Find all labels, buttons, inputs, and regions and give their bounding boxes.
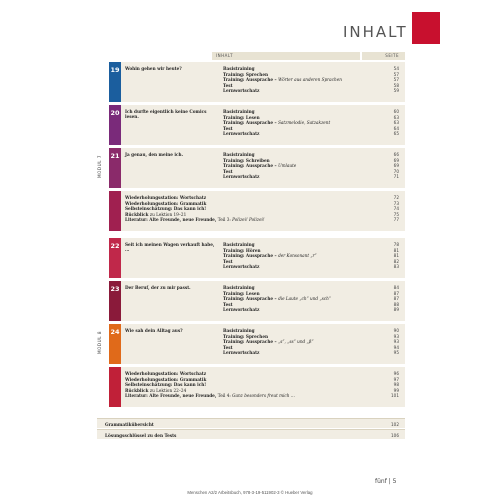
- lesson-title: Der Beruf, der zu mir passt.: [125, 285, 191, 290]
- entry-label: Lernwortschatz: [223, 307, 260, 312]
- page-title: INHALT: [343, 23, 408, 41]
- page-number: 106: [391, 432, 399, 438]
- entry-label: Basistraining: [223, 109, 255, 114]
- page-number: 82: [393, 258, 399, 264]
- entry-label: Rückblick: [125, 387, 149, 393]
- lesson-row[interactable]: [109, 148, 405, 188]
- entry-label: Lernwortschatz: [223, 350, 260, 355]
- title-color-block: [412, 12, 440, 44]
- review-items: [125, 195, 375, 223]
- column-header-seite: SEITE: [362, 52, 405, 60]
- toc-entry[interactable]: [223, 131, 373, 137]
- page-number: 95: [393, 350, 399, 355]
- review-entry[interactable]: [125, 393, 375, 399]
- page-number: 64: [393, 125, 399, 131]
- lesson-items: [223, 328, 373, 356]
- entry-label: Lernwortschatz: [223, 131, 260, 136]
- lesson-row[interactable]: [109, 281, 405, 321]
- page-number: 63: [393, 120, 399, 125]
- lesson-items: [223, 66, 373, 94]
- entry-label: Lernwortschatz: [223, 264, 260, 269]
- entry-topic: Satzmelodie, Satzakzent: [278, 120, 331, 125]
- entry-label: Basistraining: [223, 328, 255, 333]
- review-pages: [385, 195, 399, 223]
- lesson-title: Wie sah dein Alltag aus?: [125, 328, 183, 333]
- entry-label: Basistraining: [223, 242, 255, 247]
- page-number: 81: [393, 253, 399, 258]
- entry-label: Selbsteinschätzung: Das kann ich!: [125, 206, 207, 211]
- column-header-inhalt: INHALT: [212, 52, 360, 60]
- toc-entry[interactable]: [223, 307, 373, 313]
- entry-label: Basistraining: [223, 285, 255, 290]
- page-number: 93: [393, 333, 399, 339]
- lesson-pages: [385, 285, 399, 313]
- page-number: 63: [393, 114, 399, 120]
- entry-label: Lernwortschatz: [223, 88, 260, 93]
- page-number: 60: [393, 109, 399, 114]
- lesson-items: [223, 152, 373, 180]
- entry-label: Training: Aussprache –: [223, 253, 279, 258]
- page-number: 101: [391, 393, 399, 398]
- review-items: [125, 371, 375, 399]
- lesson-pages: [385, 152, 399, 180]
- lesson-title: Seit ich meinen Wagen verkauft habe, ...: [125, 242, 215, 253]
- lesson-number: 24: [109, 324, 121, 364]
- module-label: MODUL 8: [97, 330, 102, 354]
- toc-entry[interactable]: [223, 174, 373, 180]
- entry-label: Lernwortschatz: [223, 174, 260, 179]
- page-number: 54: [393, 66, 399, 71]
- page-number: 78: [393, 242, 399, 247]
- appendix-label: Lösungsschlüssel zu den Tests: [105, 432, 177, 438]
- appendix-row[interactable]: [97, 418, 405, 428]
- copyright-footer: Menschen A2/2 Arbeitsbuch, 978-3-19-511902-3 © Hueber Verlag: [187, 490, 313, 495]
- lesson-number: 23: [109, 281, 121, 321]
- toc-entry[interactable]: [223, 350, 373, 356]
- page-number: 98: [393, 382, 399, 387]
- page-number: 57: [393, 71, 399, 77]
- review-color-bar: [109, 191, 121, 231]
- page-number: 96: [393, 371, 399, 376]
- page-number: 84: [393, 285, 399, 290]
- review-block: [109, 367, 405, 407]
- toc-entry[interactable]: [223, 88, 373, 94]
- page-number: 87: [393, 296, 399, 301]
- lesson-pages: [385, 66, 399, 94]
- module-2: [97, 238, 405, 409]
- entry-topic: die Laute „ch“ und „sch“: [278, 296, 331, 301]
- lesson-number: 21: [109, 148, 121, 188]
- entry-label: Training: Lesen: [223, 114, 260, 120]
- lesson-number: 20: [109, 105, 121, 145]
- entry-detail: zu Lektion 22–24: [148, 387, 187, 393]
- entry-topic: Wörter aus anderen Sprachen: [278, 77, 342, 82]
- page-number: 69: [393, 163, 399, 168]
- entry-label: Wiederholungsstation: Wortschatz: [125, 195, 207, 200]
- lesson-items: [223, 242, 373, 270]
- module-1: [97, 62, 405, 233]
- entry-label: Literatur: Alte Freunde, neue Freunde,: [125, 217, 218, 222]
- lesson-row[interactable]: [109, 324, 405, 364]
- review-color-bar: [109, 367, 121, 407]
- entry-label: Training: Sprechen: [223, 71, 269, 77]
- lesson-row[interactable]: [109, 105, 405, 145]
- review-entry[interactable]: [125, 217, 375, 223]
- entry-label: Test: [223, 258, 233, 264]
- entry-label: Test: [223, 301, 233, 307]
- appendix-label: Grammatikübersicht: [105, 421, 154, 427]
- lesson-row[interactable]: [109, 62, 405, 102]
- entry-label: Training: Aussprache –: [223, 163, 279, 168]
- entry-label: Basistraining: [223, 66, 255, 71]
- entry-label: Rückblick: [125, 211, 149, 217]
- page-number: 90: [393, 328, 399, 333]
- entry-label: Training: Aussprache –: [223, 120, 279, 125]
- entry-label: Training: Hören: [223, 247, 261, 253]
- page-number: 69: [393, 157, 399, 163]
- page-number: 71: [393, 174, 399, 179]
- page-number: 58: [393, 82, 399, 88]
- entry-topic: der Konsonant „r“: [278, 253, 317, 258]
- lesson-title: Wohin gehen wir heute?: [125, 66, 182, 71]
- entry-label: Selbsteinschätzung: Das kann ich!: [125, 382, 207, 387]
- entry-label: Test: [223, 82, 233, 88]
- entry-label: Test: [223, 344, 233, 350]
- page-number: 72: [393, 195, 399, 200]
- page-number: 59: [393, 88, 399, 93]
- entry-topic: „s“, „ss“ und „ß“: [278, 339, 314, 344]
- entry-topic: Umlaute: [278, 163, 297, 168]
- entry-label: Basistraining: [223, 152, 255, 157]
- entry-label: Test: [223, 125, 233, 131]
- entry-detail: Teil 3:: [217, 217, 233, 222]
- module-label: MODUL 7: [97, 154, 102, 178]
- page-number: 99: [393, 387, 399, 393]
- entry-label: Wiederholungsstation: Grammatik: [125, 200, 207, 206]
- entry-label: Training: Lesen: [223, 290, 260, 296]
- lesson-items: [223, 109, 373, 137]
- page-number: 87: [393, 290, 399, 296]
- page-number: 73: [393, 200, 399, 206]
- page-number: 93: [393, 339, 399, 344]
- entry-label: Test: [223, 168, 233, 174]
- appendix-row[interactable]: [97, 429, 405, 439]
- lesson-pages: [385, 109, 399, 137]
- toc-entry[interactable]: [223, 264, 373, 270]
- entry-topic: Polizei! Polizei!: [232, 217, 265, 222]
- entry-label: Training: Aussprache –: [223, 339, 279, 344]
- lesson-row[interactable]: [109, 238, 405, 278]
- page-number: 70: [393, 168, 399, 174]
- entry-label: Wiederholungsstation: Grammatik: [125, 376, 207, 382]
- review-block: [109, 191, 405, 231]
- page-number: 81: [393, 247, 399, 253]
- lesson-number: 19: [109, 62, 121, 102]
- entry-label: Training: Sprechen: [223, 333, 269, 339]
- page-number: 77: [393, 217, 399, 222]
- entry-label: Training: Schreiben: [223, 157, 270, 163]
- entry-label: Wiederholungsstation: Wortschatz: [125, 371, 207, 376]
- lesson-pages: [385, 328, 399, 356]
- page-number: 83: [393, 264, 399, 269]
- page-number: 94: [393, 344, 399, 350]
- page-number: 102: [391, 421, 399, 427]
- entry-topic: Ganz besonders freut mich ...: [232, 393, 295, 398]
- page-number: 74: [393, 206, 399, 211]
- lesson-title: Ja genau, den meine ich.: [125, 152, 184, 157]
- entry-label: Training: Aussprache –: [223, 77, 279, 82]
- page-number: 57: [393, 77, 399, 82]
- lesson-number: 22: [109, 238, 121, 278]
- entry-detail: Teil 4:: [217, 393, 233, 398]
- page-number: 66: [393, 152, 399, 157]
- review-pages: [385, 371, 399, 399]
- page-number: 88: [393, 301, 399, 307]
- entry-label: Training: Aussprache –: [223, 296, 279, 301]
- lesson-pages: [385, 242, 399, 270]
- page-number: 65: [393, 131, 399, 136]
- page-number: 97: [393, 376, 399, 382]
- lesson-title: Ich durfte eigentlich keine Comics lesen.: [125, 109, 207, 120]
- page-number: 89: [393, 307, 399, 312]
- page-number: 75: [393, 211, 399, 217]
- page-folio: fünf | 5: [375, 478, 397, 485]
- lesson-items: [223, 285, 373, 313]
- entry-detail: zu Lektion 19–21: [148, 211, 187, 217]
- entry-label: Literatur: Alte Freunde, neue Freunde,: [125, 393, 218, 398]
